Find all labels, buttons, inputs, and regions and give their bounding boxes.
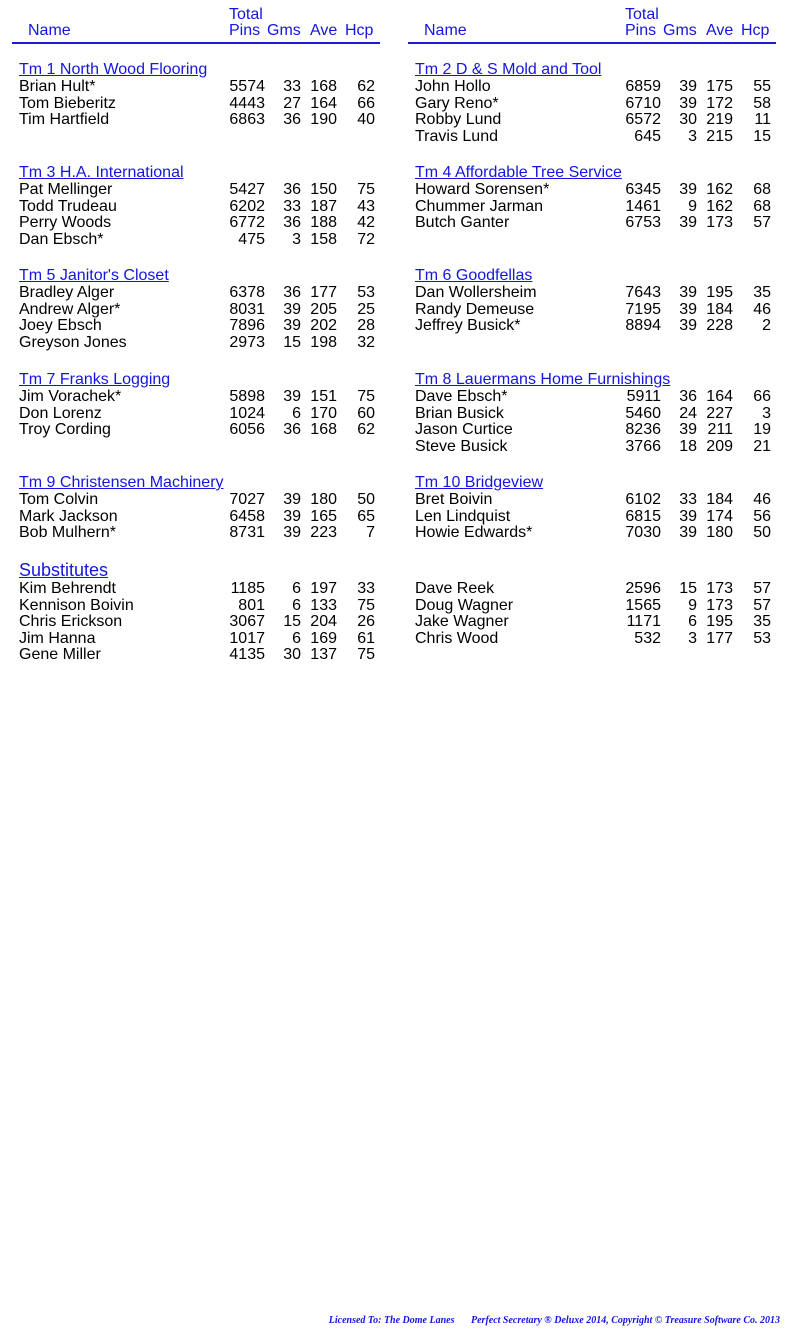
header-name: Name [28, 22, 71, 39]
player-name: Brian Hult* [19, 78, 96, 95]
player-name: Brian Busick [415, 404, 504, 422]
player-average: 170 [310, 404, 337, 422]
player-row [408, 129, 776, 146]
player-average: 180 [706, 524, 733, 542]
player-games: 33 [679, 491, 697, 508]
player-row [12, 492, 380, 509]
team-title[interactable]: Tm 3 H.A. International [19, 164, 184, 181]
player-handicap: 66 [753, 388, 771, 405]
player-pins: 5427 [229, 181, 265, 198]
player-pins: 3067 [229, 613, 265, 631]
player-games: 24 [679, 404, 697, 422]
player-games: 6 [292, 596, 301, 614]
player-handicap: 75 [357, 646, 375, 664]
player-row [408, 598, 776, 615]
player-games: 6 [292, 629, 301, 647]
player-row [408, 631, 776, 648]
player-games: 39 [679, 284, 697, 301]
player-name: Bret Boivin [415, 491, 493, 508]
player-average: 219 [706, 111, 733, 129]
player-games: 30 [283, 646, 301, 664]
team-title[interactable]: Tm 7 Franks Logging [19, 371, 171, 388]
player-handicap: 72 [357, 230, 375, 248]
player-games: 39 [679, 317, 697, 335]
player-games: 6 [688, 613, 697, 631]
team-title[interactable]: Tm 5 Janitor's Closet [19, 267, 169, 284]
player-handicap: 11 [754, 111, 771, 129]
player-handicap: 7 [366, 524, 375, 542]
player-name: Todd Trudeau [19, 197, 117, 215]
player-name: Len Lindquist [415, 507, 511, 525]
player-pins: 8731 [229, 524, 265, 542]
player-handicap: 50 [357, 491, 375, 508]
player-pins: 1024 [229, 404, 265, 422]
header-pins: Pins [229, 22, 261, 39]
player-average: 162 [706, 197, 733, 215]
team-title[interactable]: Tm 1 North Wood Flooring [19, 61, 208, 78]
player-pins: 6458 [229, 507, 265, 525]
header-gms: Gms [663, 22, 697, 39]
player-average: 205 [310, 300, 337, 318]
player-handicap: 60 [357, 404, 375, 422]
player-average: 180 [310, 491, 337, 508]
player-row [12, 215, 380, 232]
player-average: 209 [706, 437, 733, 455]
player-name: Dave Reek [415, 580, 495, 597]
player-average: 168 [310, 421, 337, 439]
player-name: Travis Lund [415, 127, 498, 145]
player-name: Chummer Jarman [415, 197, 544, 215]
player-pins: 2973 [229, 333, 265, 351]
player-handicap: 55 [753, 78, 771, 95]
player-average: 223 [310, 524, 337, 542]
player-pins: 2596 [625, 580, 661, 597]
player-row [12, 335, 380, 352]
player-games: 39 [679, 94, 697, 112]
player-pins: 1565 [625, 596, 661, 614]
player-row [12, 614, 380, 631]
license-text: Licensed To: The Dome Lanes [328, 1315, 455, 1326]
player-name: John Hollo [415, 78, 491, 95]
player-average: 211 [707, 421, 733, 439]
player-row [12, 581, 380, 598]
player-row [12, 199, 380, 216]
player-row [12, 232, 380, 249]
player-games: 39 [283, 491, 301, 508]
player-average: 177 [706, 629, 733, 647]
player-games: 15 [283, 333, 301, 351]
player-average: 173 [706, 580, 733, 597]
player-name: Bradley Alger [19, 284, 115, 301]
player-games: 36 [283, 181, 301, 198]
player-row [408, 79, 776, 96]
player-average: 168 [310, 78, 337, 95]
license-footer [315, 1315, 780, 1326]
player-games: 39 [283, 300, 301, 318]
player-name: Jeffrey Busick* [415, 317, 521, 335]
player-average: 169 [310, 629, 337, 647]
player-pins: 5898 [229, 388, 265, 405]
player-average: 202 [310, 317, 337, 335]
player-pins: 6815 [625, 507, 661, 525]
player-average: 187 [310, 197, 337, 215]
team-title[interactable]: Tm 2 D & S Mold and Tool [415, 61, 602, 78]
player-games: 36 [283, 111, 301, 129]
player-pins: 7027 [229, 491, 265, 508]
player-handicap: 35 [753, 613, 771, 631]
copyright-text: Perfect Secretary ® Deluxe 2014, Copyright © Treasure Software Co. 2013 [471, 1315, 780, 1326]
player-pins: 6202 [229, 197, 265, 215]
player-games: 15 [679, 580, 697, 597]
player-games: 39 [679, 300, 697, 318]
player-name: Chris Erickson [19, 613, 123, 631]
player-name: Mark Jackson [19, 507, 118, 525]
player-name: Jason Curtice [415, 421, 513, 439]
player-games: 15 [283, 613, 301, 631]
player-pins: 645 [634, 127, 661, 145]
player-row [12, 525, 380, 542]
header-hcp: Hcp [345, 22, 374, 39]
player-row [408, 389, 776, 406]
player-average: 175 [706, 78, 733, 95]
player-handicap: 62 [357, 421, 375, 439]
header-gms: Gms [267, 22, 301, 39]
player-row [12, 631, 380, 648]
player-pins: 1461 [625, 197, 661, 215]
right-column-header [408, 0, 776, 44]
player-games: 36 [283, 421, 301, 439]
player-average: 195 [706, 284, 733, 301]
player-handicap: 62 [357, 78, 375, 95]
player-handicap: 68 [753, 181, 771, 198]
player-pins: 8236 [625, 421, 661, 439]
player-row [12, 389, 380, 406]
right-column [408, 0, 776, 647]
team-title[interactable]: Tm 8 Lauermans Home Furnishings [415, 371, 671, 388]
player-handicap: 33 [357, 580, 375, 597]
player-average: 150 [310, 181, 337, 198]
player-name: Jake Wagner [415, 613, 509, 631]
player-handicap: 58 [753, 94, 771, 112]
player-name: Butch Ganter [415, 214, 510, 232]
player-pins: 6772 [229, 214, 265, 232]
left-column [12, 0, 380, 664]
player-average: 198 [310, 333, 337, 351]
player-games: 18 [679, 437, 697, 455]
player-average: 158 [310, 230, 337, 248]
player-name: Gene Miller [19, 646, 101, 664]
player-handicap: 66 [357, 94, 375, 112]
player-name: Andrew Alger* [19, 300, 121, 318]
header-hcp: Hcp [741, 22, 770, 39]
player-games: 3 [292, 230, 301, 248]
player-row [408, 439, 776, 456]
player-games: 39 [679, 524, 697, 542]
player-row [408, 492, 776, 509]
header-ave: Ave [310, 22, 338, 39]
player-row [12, 598, 380, 615]
player-name: Troy Cording [19, 421, 111, 439]
player-row [408, 199, 776, 216]
player-row [408, 302, 776, 319]
player-games: 39 [679, 421, 697, 439]
player-average: 184 [706, 300, 733, 318]
player-name: Don Lorenz [19, 404, 102, 422]
player-average: 164 [706, 388, 733, 405]
player-name: Howie Edwards* [415, 524, 533, 542]
player-row [408, 525, 776, 542]
player-games: 6 [292, 404, 301, 422]
player-handicap: 28 [357, 317, 375, 335]
player-handicap: 43 [357, 197, 375, 215]
player-average: 137 [310, 646, 337, 664]
player-row [408, 581, 776, 598]
player-pins: 532 [634, 629, 661, 647]
player-name: Dan Ebsch* [19, 230, 104, 248]
player-average: 174 [706, 507, 733, 525]
player-handicap: 26 [357, 613, 375, 631]
player-handicap: 46 [753, 300, 771, 318]
player-handicap: 40 [357, 111, 375, 129]
player-handicap: 21 [753, 437, 771, 455]
player-average: 151 [310, 388, 337, 405]
player-row [12, 406, 380, 423]
player-handicap: 42 [357, 214, 375, 232]
player-row [12, 509, 380, 526]
player-handicap: 57 [753, 580, 771, 597]
player-average: 184 [706, 491, 733, 508]
team-title[interactable]: Tm 4 Affordable Tree Service [415, 164, 622, 181]
player-average: 197 [310, 580, 337, 597]
team-title[interactable]: Tm 10 Bridgeview [415, 474, 544, 491]
player-row [12, 112, 380, 129]
player-row [408, 215, 776, 232]
player-pins: 7643 [625, 284, 661, 301]
player-average: 228 [706, 317, 733, 335]
player-row [408, 406, 776, 423]
player-pins: 7030 [625, 524, 661, 542]
header-name: Name [424, 22, 467, 39]
player-average: 227 [706, 404, 733, 422]
player-games: 36 [679, 388, 697, 405]
player-handicap: 75 [357, 181, 375, 198]
player-row [12, 96, 380, 113]
player-games: 36 [283, 284, 301, 301]
player-games: 3 [688, 127, 697, 145]
player-row [12, 182, 380, 199]
player-name: Doug Wagner [415, 596, 514, 614]
player-name: Perry Woods [19, 214, 112, 232]
player-name: Tom Bieberitz [19, 94, 116, 112]
player-handicap: 75 [357, 596, 375, 614]
player-average: 215 [706, 127, 733, 145]
header-total: Total [229, 6, 263, 23]
player-pins: 6859 [625, 78, 661, 95]
player-handicap: 46 [753, 491, 771, 508]
player-handicap: 3 [762, 404, 771, 422]
player-pins: 8031 [229, 300, 265, 318]
player-pins: 1017 [229, 629, 265, 647]
player-handicap: 2 [762, 317, 771, 335]
player-name: Tom Colvin [19, 491, 99, 508]
header-total: Total [625, 6, 659, 23]
player-average: 173 [706, 596, 733, 614]
player-handicap: 56 [753, 507, 771, 525]
player-games: 9 [688, 197, 697, 215]
player-average: 188 [310, 214, 337, 232]
player-name: Steve Busick [415, 437, 508, 455]
player-name: Pat Mellinger [19, 181, 113, 198]
player-pins: 6710 [625, 94, 661, 112]
player-games: 27 [283, 94, 301, 112]
player-pins: 6863 [229, 111, 265, 129]
player-pins: 6572 [625, 111, 661, 129]
player-handicap: 50 [753, 524, 771, 542]
player-games: 39 [283, 507, 301, 525]
player-row [12, 318, 380, 335]
player-handicap: 32 [357, 333, 375, 351]
header-ave: Ave [706, 22, 734, 39]
player-handicap: 53 [357, 284, 375, 301]
player-row [12, 647, 380, 664]
player-name: Greyson Jones [19, 333, 127, 351]
player-name: Kennison Boivin [19, 596, 134, 614]
player-row [408, 112, 776, 129]
player-name: Dave Ebsch* [415, 388, 508, 405]
player-handicap: 35 [753, 284, 771, 301]
player-pins: 5911 [626, 388, 661, 405]
player-name: Randy Demeuse [415, 300, 535, 318]
player-games: 33 [283, 197, 301, 215]
player-handicap: 19 [753, 421, 771, 439]
player-row [408, 509, 776, 526]
player-pins: 5460 [625, 404, 661, 422]
player-games: 3 [688, 629, 697, 647]
player-name: Joey Ebsch [19, 317, 102, 335]
player-games: 39 [679, 507, 697, 525]
player-pins: 3766 [625, 437, 661, 455]
player-name: Bob Mulhern* [19, 524, 116, 542]
player-row [12, 285, 380, 302]
player-games: 39 [283, 524, 301, 542]
player-average: 165 [310, 507, 337, 525]
player-average: 195 [706, 613, 733, 631]
player-games: 39 [679, 181, 697, 198]
player-pins: 4135 [229, 646, 265, 664]
player-average: 204 [310, 613, 337, 631]
player-average: 164 [310, 94, 337, 112]
player-games: 33 [283, 78, 301, 95]
player-handicap: 25 [357, 300, 375, 318]
player-handicap: 61 [357, 629, 375, 647]
player-name: Chris Wood [415, 629, 499, 647]
header-pins: Pins [625, 22, 657, 39]
player-row [408, 614, 776, 631]
player-pins: 475 [238, 230, 265, 248]
player-games: 6 [292, 580, 301, 597]
player-handicap: 57 [753, 596, 771, 614]
player-pins: 6056 [229, 421, 265, 439]
player-pins: 7195 [625, 300, 661, 318]
player-average: 173 [706, 214, 733, 232]
player-pins: 6102 [625, 491, 661, 508]
player-row [408, 285, 776, 302]
player-name: Tim Hartfield [19, 111, 110, 129]
player-handicap: 75 [357, 388, 375, 405]
player-games: 39 [679, 78, 697, 95]
player-handicap: 53 [753, 629, 771, 647]
player-row [12, 302, 380, 319]
player-pins: 7896 [229, 317, 265, 335]
player-games: 39 [283, 317, 301, 335]
player-name: Jim Vorachek* [19, 388, 122, 405]
player-name: Robby Lund [415, 111, 502, 129]
player-row [12, 79, 380, 96]
player-name: Dan Wollersheim [415, 284, 537, 301]
player-name: Gary Reno* [415, 94, 499, 112]
player-pins: 1171 [626, 613, 661, 631]
player-name: Kim Behrendt [19, 580, 116, 597]
player-handicap: 68 [753, 197, 771, 215]
player-average: 162 [706, 181, 733, 198]
player-games: 39 [679, 214, 697, 232]
team-title[interactable]: Tm 9 Christensen Machinery [19, 474, 224, 491]
player-pins: 801 [238, 596, 265, 614]
team-title[interactable]: Tm 6 Goodfellas [415, 267, 533, 284]
player-games: 9 [688, 596, 697, 614]
player-games: 39 [283, 388, 301, 405]
player-average: 190 [310, 111, 337, 129]
player-pins: 6378 [229, 284, 265, 301]
player-pins: 4443 [229, 94, 265, 112]
player-games: 36 [283, 214, 301, 232]
player-pins: 6753 [625, 214, 661, 232]
player-row [12, 422, 380, 439]
left-column-header [12, 0, 380, 44]
player-pins: 1185 [230, 580, 265, 597]
player-average: 133 [310, 596, 337, 614]
player-row [408, 422, 776, 439]
player-games: 30 [679, 111, 697, 129]
player-average: 172 [706, 94, 733, 112]
player-row [408, 318, 776, 335]
player-pins: 8894 [625, 317, 661, 335]
substitutes-title[interactable]: Substitutes [19, 560, 109, 580]
player-handicap: 15 [753, 127, 771, 145]
player-name: Howard Sorensen* [415, 181, 550, 198]
player-handicap: 65 [357, 507, 375, 525]
player-pins: 5574 [229, 78, 265, 95]
player-row [408, 96, 776, 113]
player-handicap: 57 [753, 214, 771, 232]
player-average: 177 [310, 284, 337, 301]
player-row [408, 182, 776, 199]
player-name: Jim Hanna [19, 629, 96, 647]
player-pins: 6345 [625, 181, 661, 198]
